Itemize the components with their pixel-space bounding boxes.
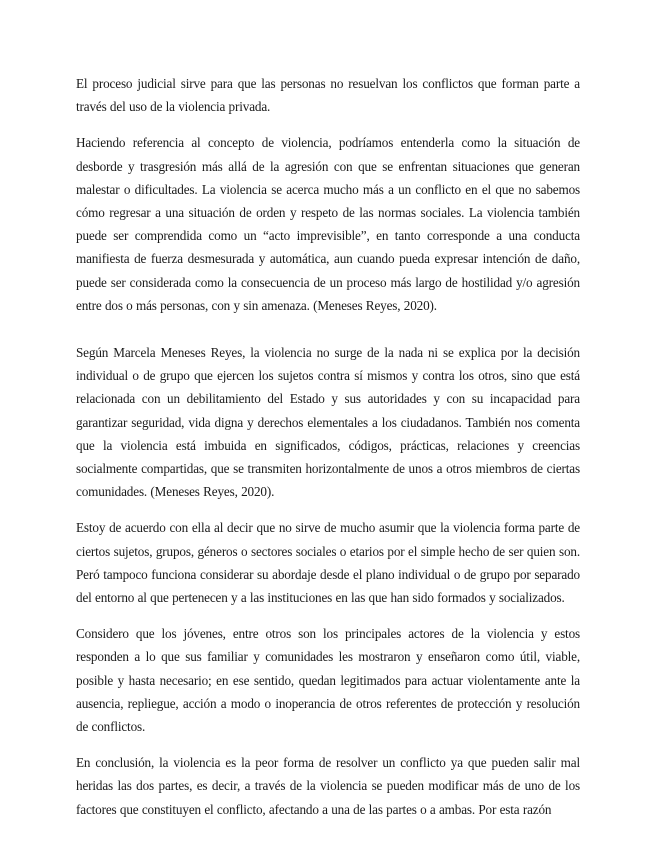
paragraph-4: Estoy de acuerdo con ella al decir que no sirve de mucho asumir que la violencia forma parte de ciertos sujetos, grupos, géneros o sectores sociales o etarios por el simple hecho de ser quien son. Peró tampoco funciona considerar su abordaje desde el plano individual o de grupo por separado del entorno al que pertenecen y a las instituciones en las que han sido formados y socializados. [76, 520, 580, 606]
paragraph-2: Haciendo referencia al concepto de violencia, podríamos entenderla como la situación de desborde y trasgresión más allá de la agresión con que se enfrentan situaciones que generan malestar o dificultades. La violencia se acerca mucho más a un conflicto en el que no sabemos cómo regresar a una situación de orden y respeto de las normas sociales. La violencia también puede ser comprendida como un “acto imprevisible”, en tanto corresponde a una conducta manifiesta de fuerza desmesurada y automática, aun cuando pueda expresar intención de daño, puede ser considerada como la consecuencia de un proceso más largo de hostilidad y/o agresión entre dos o más personas, con y sin amenaza. (Meneses Reyes, 2020). [76, 135, 580, 313]
paragraph-1: El proceso judicial sirve para que las personas no resuelvan los conflictos que forman parte a través del uso de la violencia privada. [76, 76, 580, 115]
paragraph-6: En conclusión, la violencia es la peor forma de resolver un conflicto ya que pueden salir mal heridas las dos partes, es decir, a través de la violencia se pueden modificar más de uno de los factores que constituyen el conflicto, afectando a una de las partes o a ambas. Por esta razón [76, 755, 580, 817]
document-body [76, 72, 580, 834]
paragraph-5: Considero que los jóvenes, entre otros son los principales actores de la violencia y estos responden a lo que sus familiar y comunidades les mostraron y enseñaron como útil, viable, posible y hasta necesario; en ese sentido, quedan legitimados para actuar violentamente ante la ausencia, repliegue, acción a modo o inoperancia de otros referentes de protección y resolución de conflictos. [76, 626, 580, 735]
paragraph-3: Según Marcela Meneses Reyes, la violencia no surge de la nada ni se explica por la decisión individual o de grupo que ejercen los sujetos contra sí mismos y contra los otros, sino que está relacionada con un debilitamiento del Estado y sus autoridades y con su incapacidad para garantizar seguridad, vida digna y derechos elementales a los ciudadanos. También nos comenta que la violencia está imbuida en significados, códigos, prácticas, relaciones y creencias socialmente compartidas, que se transmiten horizontalmente de unos a otros miembros de ciertas comunidades. (Meneses Reyes, 2020). [76, 345, 580, 500]
